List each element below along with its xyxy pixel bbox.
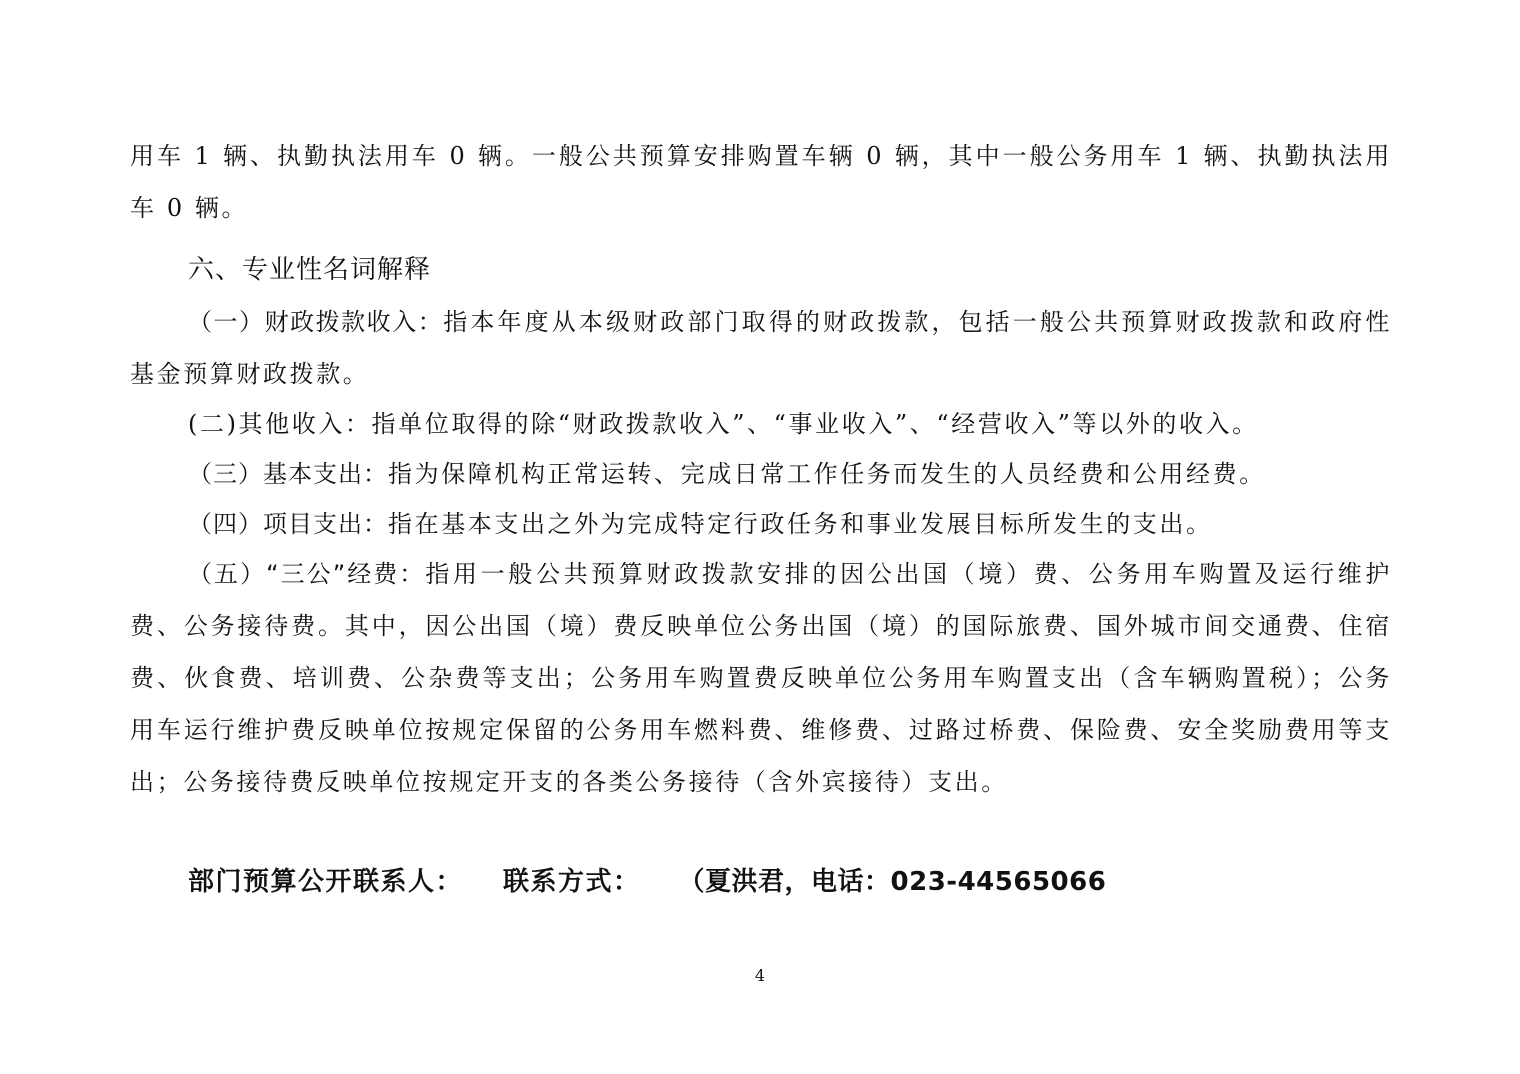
term1-label: （一）财政拨款收入： bbox=[188, 308, 444, 336]
term2-paragraph bbox=[130, 398, 1392, 450]
term5-text: 指用一般公共预算财政拨款安排的因公出国（境）费、公务用车购置及运行维护费、公务接待费。其中，因公出国（境）费反映单位公务出国（境）的国际旅费、国外城市间交通费、住宿费、伙食费、培训费、公杂费等支出；公务用车购置费反映单位公务用车购置支出（含车辆购置税）；公务用车运行维护费反映单位按规定保留的公务用车燃料费、维修费、过路过桥费、保险费、安全奖励费用等支出；公务接待费反映单位按规定开支的各类公务接待（含外宾接待）支出。 bbox=[130, 560, 1392, 796]
term4-text: 指在基本支出之外为完成特定行政任务和事业发展目标所发生的支出。 bbox=[388, 510, 1213, 538]
vehicles-paragraph bbox=[130, 130, 1392, 234]
term5-paragraph bbox=[130, 548, 1392, 808]
contact-person-label: 部门预算公开联系人： bbox=[188, 867, 464, 897]
term3-text: 指为保障机构正常运转、完成日常工作任务而发生的人员经费和公用经费。 bbox=[388, 460, 1266, 488]
contact-value: （夏洪君，电话：023-44565066 bbox=[678, 867, 1107, 897]
term1-text: 指本年度从本级财政部门取得的财政拨款，包括一般公共预算财政拨款和政府性基金预算财政拨款。 bbox=[130, 308, 1393, 388]
page-number: 4 bbox=[754, 966, 766, 985]
vehicles-text: 用车 1 辆、执勤执法用车 0 辆。一般公共预算安排购置车辆 0 辆，其中一般公务用车 1 辆、执勤执法用车 0 辆。 bbox=[130, 142, 1392, 222]
term4-paragraph bbox=[130, 498, 1392, 550]
contact-line bbox=[188, 858, 1106, 906]
term5-label: （五）“三公”经费： bbox=[188, 560, 426, 588]
section-heading: 六、专业性名词解释 bbox=[188, 255, 432, 285]
term4-label: （四）项目支出： bbox=[188, 510, 388, 538]
term2-text: (二)其他收入：指单位取得的除“财政拨款收入”、“事业收入”、“经营收入”等以外的收入。 bbox=[188, 410, 1259, 438]
term3-label: （三）基本支出： bbox=[188, 460, 388, 488]
term1-paragraph bbox=[130, 296, 1392, 400]
contact-method-label: 联系方式： bbox=[503, 867, 641, 897]
term3-paragraph bbox=[130, 448, 1392, 500]
